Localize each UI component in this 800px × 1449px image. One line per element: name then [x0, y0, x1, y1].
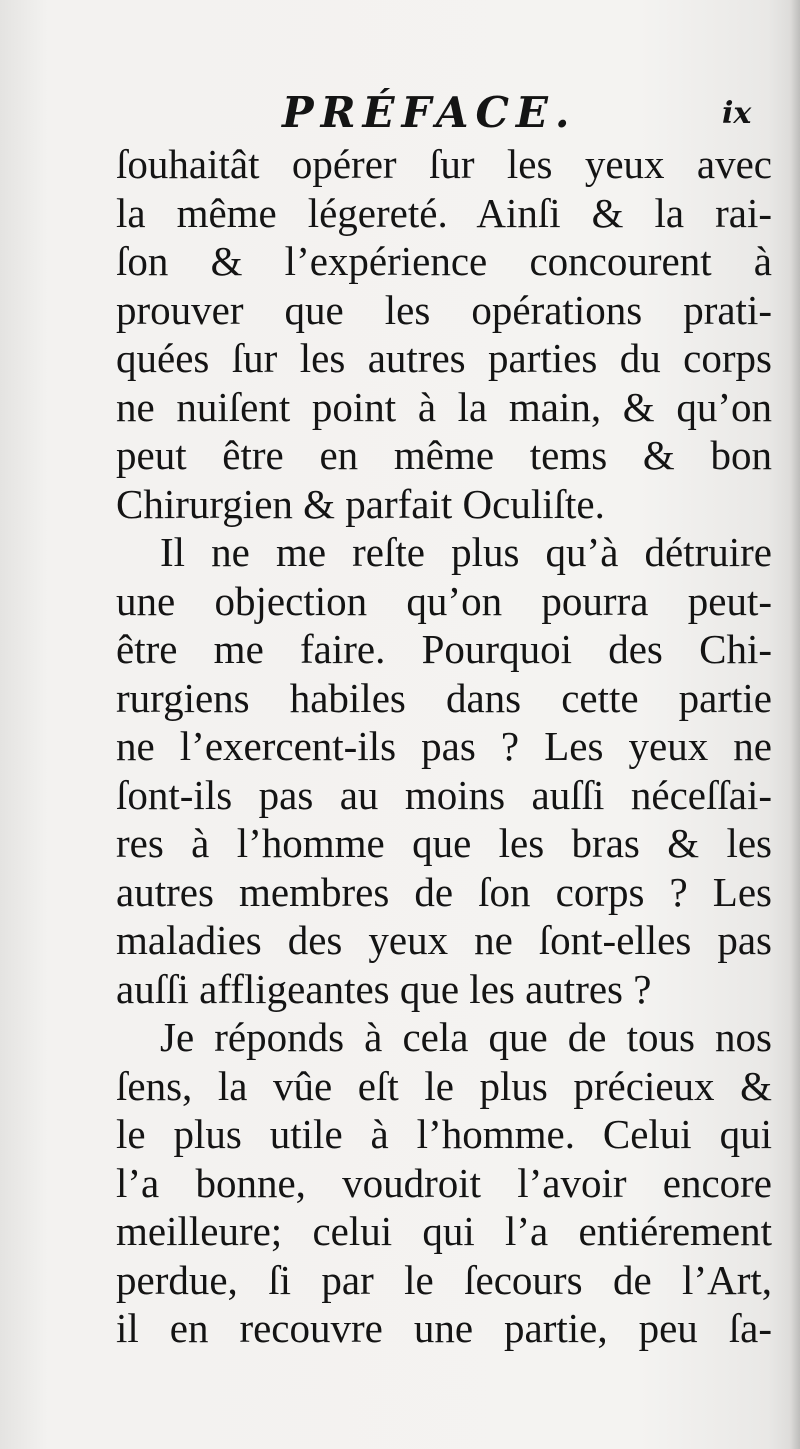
text-line: perdue, ſi par le ſecours de l’Art,	[116, 1256, 772, 1303]
paragraph-end-line: Chirurgien & parfait Oculiſte.	[116, 480, 605, 527]
text-line: rurgiens habiles dans cette partie	[116, 674, 772, 721]
paragraph-start-line: Il ne me reſte plus qu’à détruire	[160, 529, 772, 575]
text-line: res à l’homme que les bras & les	[116, 820, 772, 866]
page-gutter-shadow	[790, 0, 800, 1449]
text-line: maladies des yeux ne ſont-elles pas	[116, 917, 772, 963]
text-line: l’a bonne, voudroit l’avoir encore	[116, 1159, 772, 1206]
text-line: ſens, la vûe eſt le plus précieux &	[116, 1062, 772, 1109]
text-line: autres membres de ſon corps ? Les	[116, 868, 772, 915]
running-head	[0, 88, 800, 138]
text-line: le plus utile à l’homme. Celui qui	[116, 1111, 772, 1157]
text-line: ſon & l’expérience concourent à	[116, 238, 772, 284]
body-text	[116, 140, 772, 1353]
paragraph-start-line: Je réponds à cela que de tous nos	[160, 1014, 772, 1060]
paragraph-end-line: auſſi affligeantes que les autres ?	[116, 965, 652, 1012]
text-line: quées ſur les autres parties du corps	[116, 335, 772, 381]
text-line: ſouhaitât opérer ſur les yeux avec	[116, 141, 772, 187]
text-line: il en recouvre une partie, peu ſa-	[116, 1305, 772, 1351]
text-line: peut être en même tems & bon	[116, 432, 772, 478]
text-line: une objection qu’on pourra peut-	[116, 577, 772, 624]
text-line: ne l’exercent-ils pas ? Les yeux ne	[116, 723, 772, 769]
text-line: meilleure; celui qui l’a entiérement	[116, 1208, 772, 1254]
text-line: prouver que les opérations prati-	[116, 286, 772, 333]
running-head-title: PRÉFACE.	[282, 88, 577, 137]
page-number: ix	[722, 96, 752, 131]
text-line: ne nuiſent point à la main, & qu’on	[116, 383, 772, 430]
text-line: la même légereté. Ainſi & la rai-	[116, 189, 772, 236]
text-line: être me faire. Pourquoi des Chi-	[116, 626, 772, 672]
text-line: ſont-ils pas au moins auſſi néceſſai-	[116, 771, 772, 818]
